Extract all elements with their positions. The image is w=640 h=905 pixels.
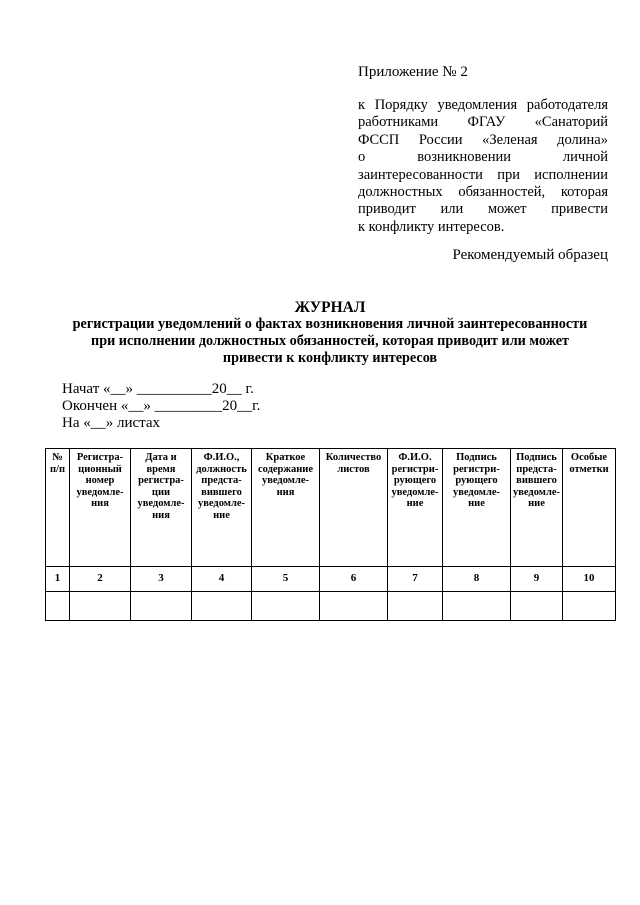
column-header-line: ционный <box>78 463 122 475</box>
column-number: 2 <box>70 567 131 592</box>
column-number: 7 <box>388 567 443 592</box>
column-number: 3 <box>131 567 192 592</box>
table-cell[interactable] <box>388 592 443 621</box>
column-header-line: Дата и <box>145 452 177 463</box>
column-header-line: уведомле- <box>391 486 439 498</box>
journal-subtitle <box>40 316 620 367</box>
column-header-line: Регистра- <box>76 452 124 463</box>
sheet-count: На «__» листах <box>62 415 161 431</box>
column-header <box>46 449 70 567</box>
table-number-row <box>46 567 616 592</box>
column-header-line: Количество <box>325 452 382 463</box>
column-header-line: предста- <box>201 475 242 486</box>
column-header-line: регистри- <box>453 463 500 475</box>
table-row <box>46 592 616 621</box>
column-header <box>192 449 252 567</box>
appendix-title: Приложение № 2 <box>358 64 468 80</box>
column-header-line: отметки <box>569 463 609 475</box>
subtitle-line: регистрации уведомлений о фактах возникновения личной заинтересованности <box>72 316 588 332</box>
column-header <box>443 449 511 567</box>
column-header-line: ции <box>151 486 171 498</box>
column-header-line: Особые <box>570 452 608 463</box>
column-number: 1 <box>46 567 70 592</box>
table-cell[interactable] <box>192 592 252 621</box>
appendix-line: приводит или может привести <box>358 201 608 218</box>
appendix-line: должностных обязанностей, которая <box>358 184 608 201</box>
column-header-line: уведомле- <box>452 486 500 498</box>
column-header-line: ния <box>276 486 295 498</box>
appendix-line: ФССП России «Зеленая долина» <box>358 131 608 148</box>
started-date: Начат «__» __________20__ г. <box>62 381 254 397</box>
table-cell[interactable] <box>563 592 616 621</box>
column-header-line: ния <box>152 509 170 521</box>
appendix-line: работниками ФГАУ «Санаторий <box>358 114 608 131</box>
column-header-line: уведомле- <box>261 475 309 486</box>
column-header <box>131 449 192 567</box>
column-header-line: ние <box>468 498 485 509</box>
column-header-line: содержание <box>257 463 314 475</box>
column-header-line: должность <box>196 463 247 475</box>
appendix-line: о возникновении личной <box>358 149 608 166</box>
table-cell[interactable] <box>70 592 131 621</box>
column-header-line: вившего <box>516 475 557 486</box>
sample-label: Рекомендуемый образец <box>452 247 608 263</box>
appendix-line: к Порядку уведомления работодателя <box>358 97 608 113</box>
column-header-line: Ф.И.О. <box>398 452 432 463</box>
journal-title: ЖУРНАЛ <box>294 299 366 316</box>
column-header-line: рующего <box>393 475 437 486</box>
column-number: 9 <box>511 567 563 592</box>
column-number: 6 <box>320 567 388 592</box>
appendix-line: к конфликту интересов. <box>358 218 505 235</box>
table-cell[interactable] <box>320 592 388 621</box>
column-header <box>252 449 320 567</box>
appendix-text <box>358 97 608 236</box>
column-header <box>70 449 131 567</box>
column-number: 4 <box>192 567 252 592</box>
column-header-line: п/п <box>49 463 66 475</box>
subtitle-line: при исполнении должностных обязанностей, которая приводит или может <box>91 333 569 349</box>
column-header-line: Краткое <box>265 452 306 463</box>
column-header-line: уведомле- <box>137 498 185 509</box>
column-header-line: уведомле- <box>197 498 245 509</box>
journal-table <box>45 448 616 621</box>
table-cell[interactable] <box>443 592 511 621</box>
column-header <box>388 449 443 567</box>
column-header <box>563 449 616 567</box>
column-number: 10 <box>563 567 616 592</box>
subtitle-line: привести к конфликту интересов <box>222 350 438 366</box>
column-header-line: рующего <box>455 475 498 486</box>
column-header-line: ние <box>406 498 424 509</box>
column-header-line: регистри- <box>391 463 439 475</box>
table-cell[interactable] <box>252 592 320 621</box>
column-number: 8 <box>443 567 511 592</box>
column-header-line: Подпись <box>516 452 557 463</box>
column-header-line: уведомле- <box>76 486 124 498</box>
column-header-line: номер <box>85 475 115 486</box>
column-header-line: Подпись <box>456 452 497 463</box>
column-header-line: Ф.И.О., <box>203 452 240 463</box>
column-header-line: № <box>52 452 63 463</box>
column-header-line: время <box>146 463 176 475</box>
column-number: 5 <box>252 567 320 592</box>
column-header <box>511 449 563 567</box>
journal-meta <box>62 381 260 432</box>
column-header-line: регистра- <box>138 475 184 486</box>
column-header-line: предста- <box>516 463 557 475</box>
column-header-line: вившего <box>201 486 242 498</box>
table-cell[interactable] <box>131 592 192 621</box>
table-header-row <box>46 449 616 567</box>
column-header-line: ние <box>213 509 230 521</box>
appendix-line: заинтересованности при исполнении <box>358 166 608 183</box>
column-header-line: ние <box>528 498 545 509</box>
column-header-line: ния <box>91 498 109 509</box>
column-header-line: уведомле- <box>512 486 560 498</box>
table-cell[interactable] <box>511 592 563 621</box>
finished-date: Окончен «__» _________20__г. <box>62 398 261 414</box>
table-cell[interactable] <box>46 592 70 621</box>
column-header <box>320 449 388 567</box>
column-header-line: листов <box>337 463 370 475</box>
